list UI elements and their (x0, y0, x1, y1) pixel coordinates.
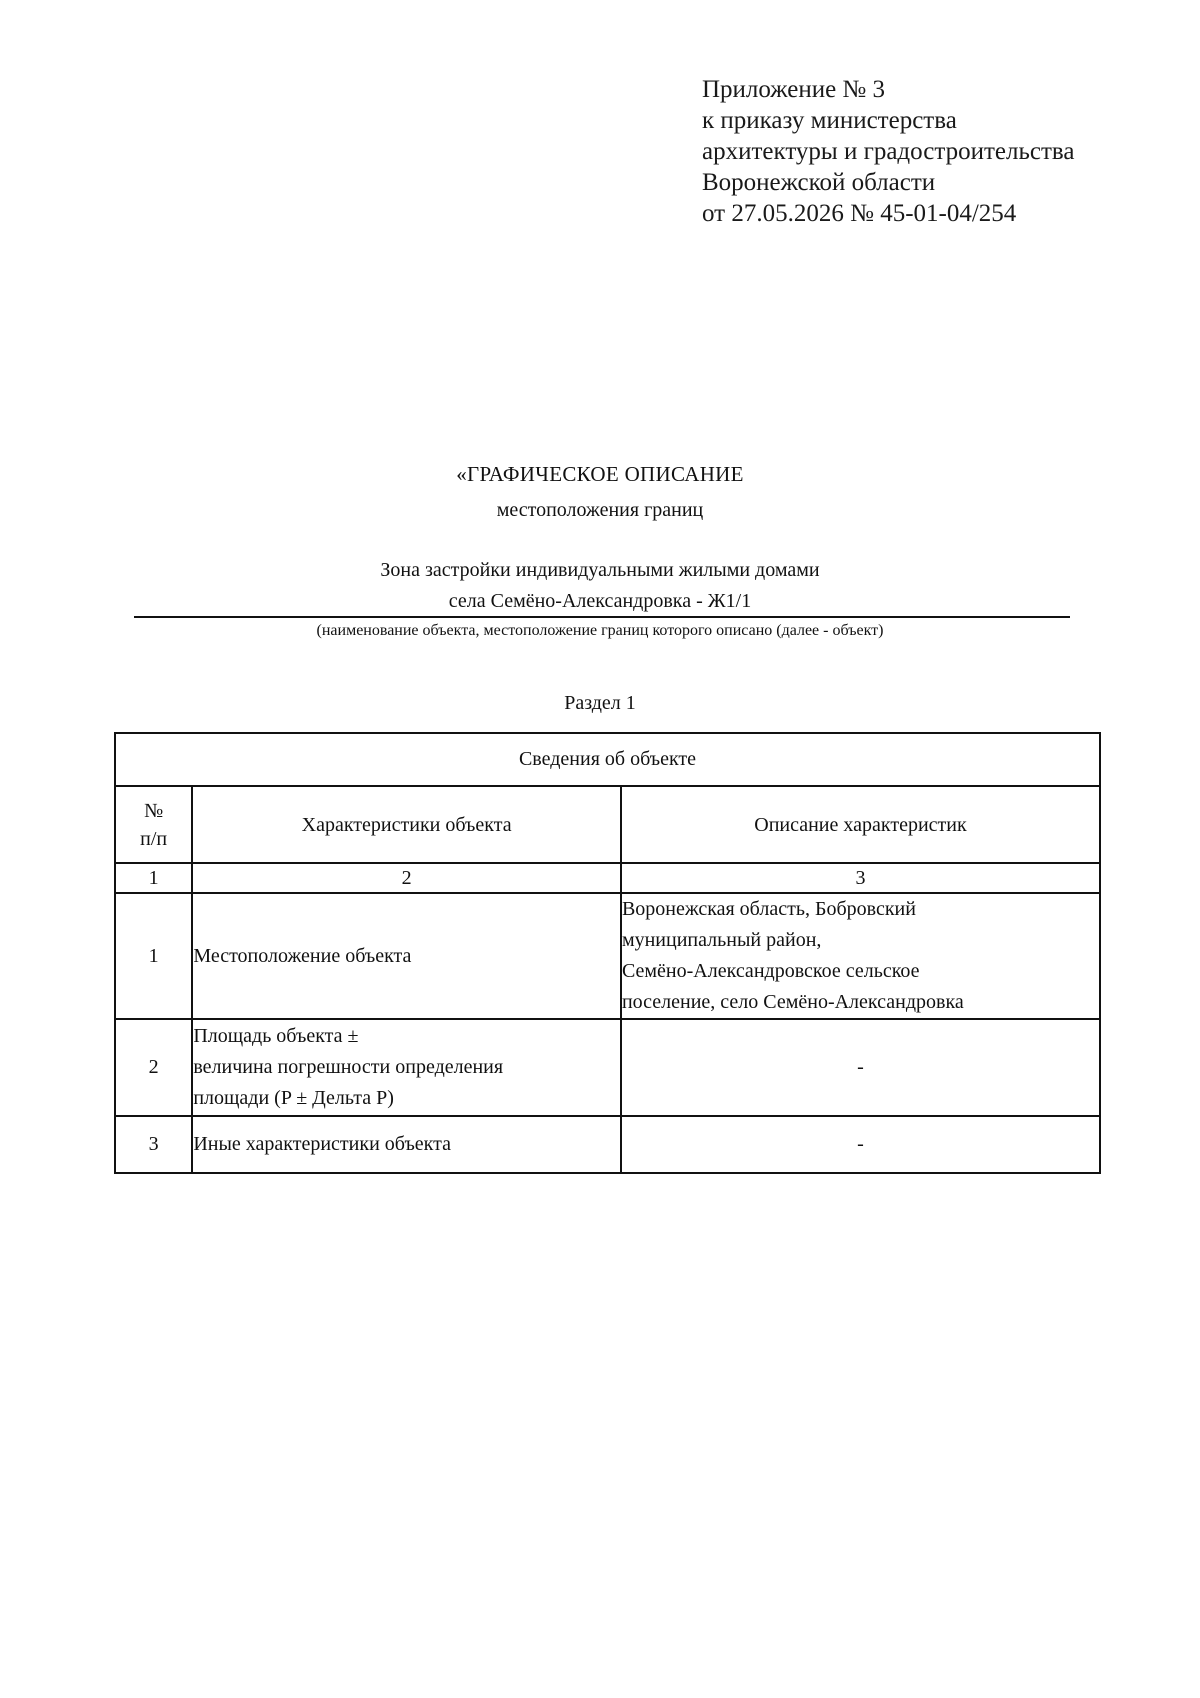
row-description-line: Воронежская область, Бобровский (621, 898, 916, 920)
table-title: Сведения об объекте (115, 733, 1100, 786)
appendix-line-2: к приказу министерства (702, 107, 957, 134)
row-characteristic-line: Площадь объекта ± (193, 1025, 359, 1047)
object-info-table (114, 732, 1101, 1174)
column-header-number (115, 786, 192, 863)
column-index-1: 1 (115, 863, 192, 893)
zone-name-underline (134, 616, 1070, 618)
table-title-row (115, 733, 1100, 786)
row-characteristic-line: площади (P ± Дельта P) (193, 1087, 394, 1109)
section-title: Раздел 1 (564, 692, 636, 714)
column-header-number-line-1: № (144, 799, 164, 822)
row-description (621, 893, 1100, 1019)
row-description-line: Семёно-Александровское сельское (621, 960, 920, 982)
appendix-line-3: архитектуры и градостроительства (702, 138, 1075, 165)
row-description-line: поселение, село Семёно-Александровка (621, 991, 964, 1013)
row-description (621, 1019, 1100, 1116)
row-description-line: - (857, 1056, 864, 1078)
appendix-block (702, 74, 1074, 229)
column-header-description: Описание характеристик (621, 786, 1100, 863)
column-header-characteristics: Характеристики объекта (192, 786, 621, 863)
column-index-3: 3 (621, 863, 1100, 893)
row-number: 2 (115, 1019, 192, 1116)
table-row (115, 893, 1100, 1019)
row-number: 1 (115, 893, 192, 1019)
table-header-row (115, 786, 1100, 863)
row-description (621, 1116, 1100, 1173)
table-row (115, 1019, 1100, 1116)
row-description-line: муниципальный район, (621, 929, 822, 951)
row-characteristic-line: величина погрешности определения (193, 1056, 504, 1078)
document-subtitle: местоположения границ (496, 499, 704, 521)
document-title: «ГРАФИЧЕСКОЕ ОПИСАНИЕ (456, 462, 744, 486)
column-header-number-line-2: п/п (140, 827, 168, 850)
row-characteristic (192, 893, 621, 1019)
appendix-line-1: Приложение № 3 (702, 76, 886, 103)
zone-name-line-2: села Семёно-Александровка - Ж1/1 (448, 590, 752, 612)
column-index-2: 2 (192, 863, 621, 893)
appendix-line-5: от 27.05.2026 № 45-01-04/254 (702, 200, 1017, 227)
zone-name-line-1: Зона застройки индивидуальными жилыми домами (380, 559, 820, 581)
row-description-line: - (857, 1133, 864, 1155)
column-index-row (115, 863, 1100, 893)
row-number: 3 (115, 1116, 192, 1173)
row-characteristic-line: Местоположение объекта (193, 944, 412, 967)
object-caption: (наименование объекта, местоположение границ которого описано (далее - объект) (316, 622, 884, 639)
appendix-line-4: Воронежской области (702, 169, 936, 196)
row-characteristic-line: Иные характеристики объекта (193, 1133, 451, 1155)
row-characteristic (192, 1019, 621, 1116)
row-characteristic (192, 1116, 621, 1173)
table-row (115, 1116, 1100, 1173)
